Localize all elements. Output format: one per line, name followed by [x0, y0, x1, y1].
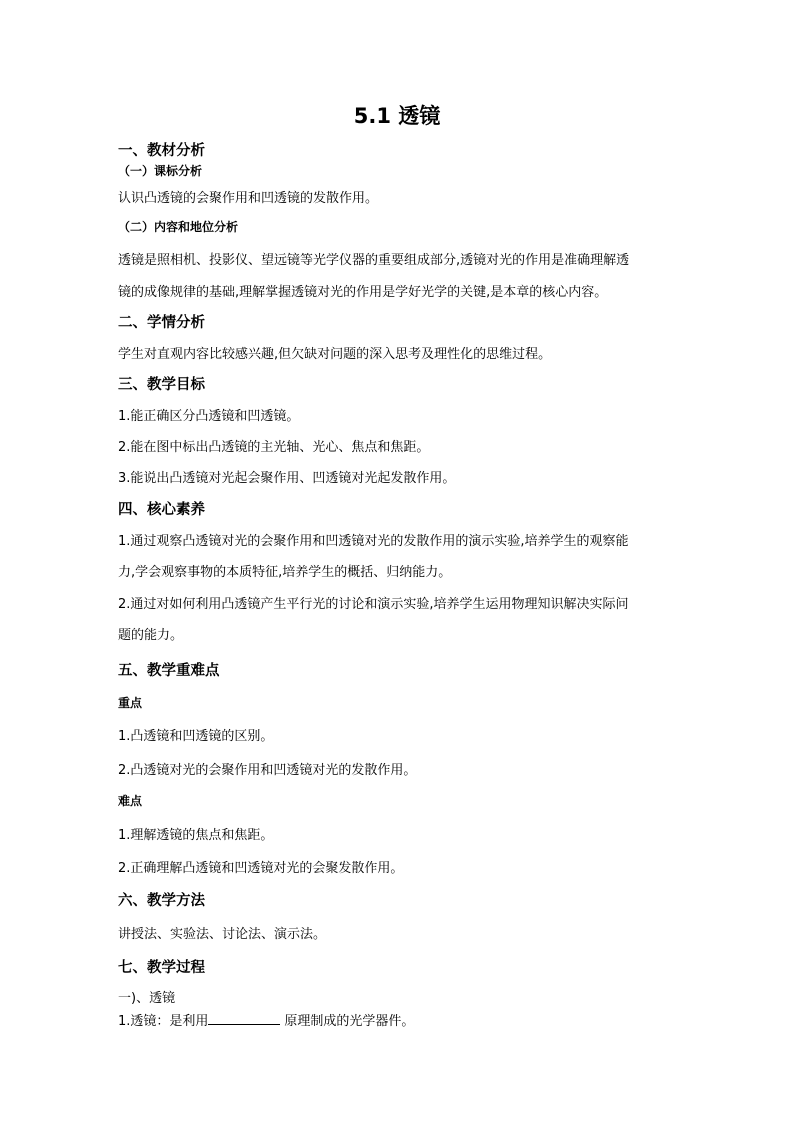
paragraph-curriculum: 认识凸透镜的会聚作用和凹透镜的发散作用。	[118, 191, 379, 206]
difficult-point-item: 1.理解透镜的焦点和焦距。	[118, 828, 274, 843]
section-heading-3: 三、教学目标	[118, 377, 205, 393]
paragraph-methods: 讲授法、实验法、讨论法、演示法。	[118, 927, 327, 942]
section-heading-7: 七、教学过程	[118, 960, 205, 976]
section-heading-5: 五、教学重难点	[118, 663, 220, 679]
paragraph-content-line: 镜的成像规律的基础,理解掌握透镜对光的作用是学好光学的关键,是本章的核心内容。	[118, 285, 608, 300]
question-text-before: 1.透镜：是利用	[118, 1014, 209, 1029]
key-point-item: 1.凸透镜和凹透镜的区别。	[118, 729, 274, 744]
process-subheading: 一)、透镜	[118, 991, 176, 1006]
answer-blank	[208, 1012, 280, 1025]
literacy-item-line: 题的能力。	[118, 628, 184, 643]
objective-item: 3.能说出凸透镜对光起会聚作用、凹透镜对光起发散作用。	[118, 471, 456, 486]
literacy-item-line: 力,学会观察事物的本质特征,培养学生的概括、归纳能力。	[118, 565, 452, 580]
difficult-points-label: 难点	[118, 794, 143, 808]
objective-item: 2.能在图中标出凸透镜的主光轴、光心、焦点和焦距。	[118, 440, 430, 455]
section-heading-4: 四、核心素养	[118, 502, 205, 518]
difficult-point-item: 2.正确理解凸透镜和凹透镜对光的会聚发散作用。	[118, 861, 404, 876]
literacy-item-line: 2.通过对如何利用凸透镜产生平行光的讨论和演示实验,培养学生运用物理知识解决实际问	[118, 597, 629, 612]
paragraph-learner-analysis: 学生对直观内容比较感兴趣,但欠缺对问题的深入思考及理性化的思维过程。	[118, 347, 552, 362]
fill-in-question	[118, 1010, 414, 1029]
key-point-item: 2.凸透镜对光的会聚作用和凹透镜对光的发散作用。	[118, 763, 417, 778]
subsection-heading-curriculum: （一）课标分析	[118, 164, 203, 178]
subsection-heading-content: （二）内容和地位分析	[118, 220, 239, 234]
document-title: 5.1 透镜	[353, 104, 441, 128]
section-heading-2: 二、学情分析	[118, 315, 205, 331]
key-points-label: 重点	[118, 696, 143, 710]
paragraph-content-line: 透镜是照相机、投影仪、望远镜等光学仪器的重要组成部分,透镜对光的作用是准确理解透	[118, 253, 630, 268]
literacy-item-line: 1.通过观察凸透镜对光的会聚作用和凹透镜对光的发散作用的演示实验,培养学生的观察能	[118, 534, 629, 549]
section-heading-6: 六、教学方法	[118, 893, 205, 909]
section-heading-1: 一、教材分析	[118, 143, 205, 159]
question-text-after: 原理制成的光学器件。	[284, 1014, 415, 1029]
objective-item: 1.能正确区分凸透镜和凹透镜。	[118, 409, 300, 424]
